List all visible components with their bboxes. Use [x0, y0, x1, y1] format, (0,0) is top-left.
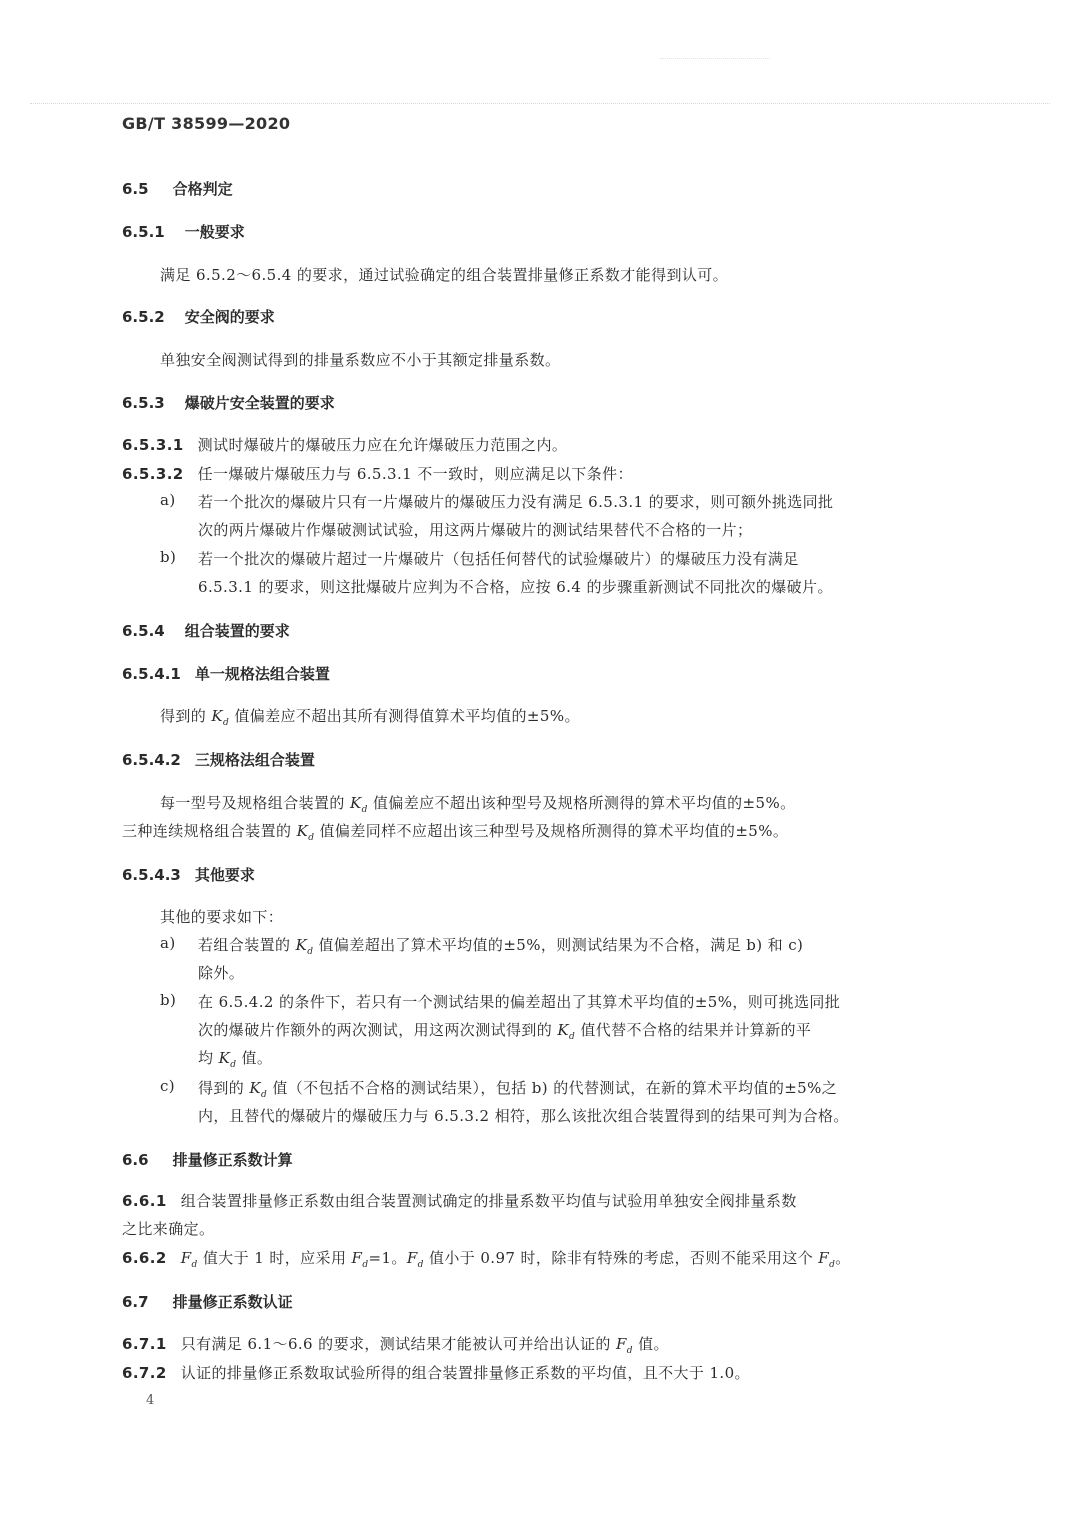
paragraph-6-5-1: 满足 6.5.2～6.5.4 的要求，通过试验确定的组合装置排量修正系数才能得到认可。: [160, 266, 729, 284]
list-item-b-line1: 在 6.5.4.2 的条件下，若只有一个测试结果的偏差超出了其算术平均值的±5%，则可挑选同批: [198, 993, 841, 1011]
symbol-k: [349, 794, 368, 815]
text-run: 得到的: [160, 707, 212, 725]
clause-number: 6.6.1: [122, 1192, 167, 1210]
list-label-a: a): [160, 491, 176, 509]
symbol-k: [218, 1049, 237, 1070]
section-title: 爆破片安全装置的要求: [184, 394, 335, 412]
heading-6-5-4-2: [122, 749, 315, 770]
section-title: 一般要求: [184, 223, 245, 241]
symbol-subscript: d: [260, 1090, 268, 1100]
list-item-c-line1: [198, 1077, 837, 1100]
symbol-subscript: d: [230, 1060, 237, 1070]
section-title: 排量修正系数计算: [172, 1151, 293, 1169]
symbol-subscript: d: [222, 718, 230, 728]
clause-number: 6.7.2: [122, 1364, 167, 1382]
symbol-k: [296, 822, 315, 843]
heading-6-6: [122, 1149, 293, 1170]
clause-number: 6.5.3.1: [122, 436, 184, 454]
list-item-c-line2: 内，且替代的爆破片的爆破压力与 6.5.3.2 相符，那么该批次组合装置得到的结果可判为合格。: [198, 1107, 849, 1125]
paragraph-6-5-4-1: [160, 705, 580, 728]
symbol-f: [615, 1335, 633, 1356]
text-run: 次的爆破片作额外的两次测试，用这两次测试得到的: [198, 1021, 558, 1039]
symbol-letter: F: [180, 1249, 192, 1267]
text-run: 值小于 0.97 时，除非有特殊的考虑，否则不能采用这个: [423, 1249, 819, 1267]
symbol-letter: F: [351, 1249, 363, 1267]
symbol-k: [557, 1021, 576, 1042]
list-item-a-line1: [198, 934, 803, 957]
clause-6-7-2: [122, 1362, 750, 1383]
heading-6-5-1: [122, 221, 245, 242]
heading-6-5-4-3: [122, 864, 255, 885]
text-run: 三种连续规格组合装置的: [122, 822, 297, 840]
list-item-b-line3: [198, 1047, 272, 1070]
symbol-k: [295, 936, 314, 957]
symbol-f: [818, 1249, 836, 1270]
text-run: 值代替不合格的结果并计算新的平: [575, 1021, 812, 1039]
list-label-b: b): [160, 548, 177, 566]
section-title: 安全阀的要求: [184, 308, 275, 326]
section-title: 排量修正系数认证: [172, 1293, 293, 1311]
symbol-subscript: d: [829, 1260, 836, 1270]
paragraph-6-5-2: 单独安全阀测试得到的排量系数应不小于其额定排量系数。: [160, 351, 561, 369]
symbol-letter: K: [218, 1049, 231, 1067]
text-run: 值偏差应不超出该种型号及规格所测得的算术平均值的±5%。: [367, 794, 796, 812]
section-title: 其他要求: [194, 866, 255, 884]
clause-text: 组合装置排量修正系数由组合装置测试确定的排量系数平均值与试验用单独安全阀排量系数: [180, 1192, 797, 1210]
section-title: 三规格法组合装置: [194, 751, 315, 769]
symbol-letter: K: [349, 794, 362, 812]
symbol-k: [211, 707, 230, 728]
list-item-b-line1: 若一个批次的爆破片超过一片爆破片（包括任何替代的试验爆破片）的爆破压力没有满足: [198, 550, 799, 568]
symbol-letter: K: [211, 707, 223, 725]
symbol-letter: K: [249, 1079, 261, 1097]
symbol-letter: F: [406, 1249, 418, 1267]
heading-6-7: [122, 1291, 293, 1312]
section-number: 6.5.2: [122, 308, 165, 326]
text-run: =1。: [368, 1249, 407, 1267]
clause-text: 测试时爆破片的爆破压力应在允许爆破压力范围之内。: [197, 436, 568, 454]
symbol-k: [249, 1079, 268, 1100]
section-number: 6.5.4: [122, 622, 165, 640]
heading-6-5-3: [122, 392, 335, 413]
text-run: 值。: [236, 1049, 273, 1067]
clause-6-6-2: [122, 1247, 851, 1270]
symbol-letter: F: [818, 1249, 830, 1267]
symbol-f: [180, 1249, 198, 1270]
section-title: 组合装置的要求: [184, 622, 290, 640]
list-item-a-line2: 除外。: [198, 964, 245, 982]
clause-text: 任一爆破片爆破压力与 6.5.3.1 不一致时，则应满足以下条件：: [197, 465, 633, 483]
symbol-letter: K: [295, 936, 308, 954]
symbol-letter: K: [557, 1021, 569, 1039]
text-run: 值偏差超出了算术平均值的±5%，则测试结果为不合格，满足 b) 和 c): [313, 936, 804, 954]
symbol-f: [406, 1249, 424, 1270]
symbol-subscript: d: [191, 1260, 198, 1270]
symbol-subscript: d: [568, 1032, 576, 1042]
header-rule: [30, 103, 1050, 104]
list-label-c: c): [160, 1077, 176, 1095]
section-number: 6.5.4.2: [122, 751, 181, 769]
clause-number: 6.7.1: [122, 1335, 167, 1353]
list-item-a-line2: 次的两片爆破片作爆破测试试验，用这两片爆破片的测试结果替代不合格的一片；: [198, 521, 753, 539]
section-number: 6.5.4.1: [122, 665, 181, 683]
text-run: 值大于 1 时，应采用: [197, 1249, 352, 1267]
symbol-subscript: d: [417, 1260, 424, 1270]
symbol-letter: F: [615, 1335, 627, 1353]
heading-6-5: [122, 178, 233, 199]
list-label-a: a): [160, 934, 176, 952]
paragraph-6-5-4-2-line1: [160, 792, 796, 815]
section-number: 6.5.1: [122, 223, 165, 241]
clause-number: 6.5.3.2: [122, 465, 184, 483]
section-number: 6.5: [122, 180, 149, 198]
clause-6-5-3-2: [122, 463, 633, 484]
page-number: 4: [146, 1393, 155, 1408]
clause-6-5-3-1: [122, 434, 567, 455]
clause-number: 6.6.2: [122, 1249, 167, 1267]
list-item-b-line2: [198, 1019, 811, 1042]
heading-6-5-4-1: [122, 663, 330, 684]
section-number: 6.5.4.3: [122, 866, 181, 884]
list-label-b: b): [160, 991, 177, 1009]
paragraph-6-5-4-2-line2: [122, 820, 788, 843]
text-run: 值（不包括不合格的测试结果），包括 b) 的代替测试，在新的算术平均值的±5%之: [267, 1079, 838, 1097]
symbol-subscript: d: [361, 805, 368, 815]
heading-6-5-2: [122, 306, 275, 327]
text-run: 值。: [632, 1335, 669, 1353]
clause-text: 认证的排量修正系数取试验所得的组合装置排量修正系数的平均值，且不大于 1.0。: [180, 1364, 750, 1382]
symbol-subscript: d: [307, 947, 314, 957]
section-title: 单一规格法组合装置: [194, 665, 330, 683]
text-run: 每一型号及规格组合装置的: [160, 794, 350, 812]
text-run: 值偏差同样不应超出该三种型号及规格所测得的算术平均值的±5%。: [314, 822, 789, 840]
clause-6-6-1-line2: 之比来确定。: [122, 1220, 215, 1238]
list-item-a-line1: 若一个批次的爆破片只有一片爆破片的爆破压力没有满足 6.5.3.1 的要求，则可额外挑选同批: [198, 493, 834, 511]
section-number: 6.7: [122, 1293, 149, 1311]
text-run: 只有满足 6.1～6.6 的要求，测试结果才能被认可并给出认证的: [180, 1335, 616, 1353]
list-item-b-line2: 6.5.3.1 的要求，则这批爆破片应判为不合格，应按 6.4 的步骤重新测试不同批次的爆破片。: [198, 578, 833, 596]
symbol-letter: K: [296, 822, 309, 840]
symbol-subscript: d: [626, 1346, 633, 1356]
symbol-f: [351, 1249, 369, 1270]
text-run: 值偏差应不超出其所有测得值算术平均值的±5%。: [229, 707, 580, 725]
text-run: 。: [835, 1249, 851, 1267]
heading-6-5-4: [122, 620, 290, 641]
section-number: 6.5.3: [122, 394, 165, 412]
text-run: 均: [198, 1049, 219, 1067]
paragraph-6-5-4-3-intro: 其他的要求如下：: [160, 908, 284, 926]
clause-6-6-1-line1: [122, 1190, 797, 1211]
top-scan-mark: [660, 58, 770, 59]
section-number: 6.6: [122, 1151, 149, 1169]
symbol-subscript: d: [308, 833, 315, 843]
text-run: 得到的: [198, 1079, 250, 1097]
standard-number: GB/T 38599—2020: [122, 114, 291, 133]
clause-6-7-1: [122, 1333, 669, 1356]
section-title: 合格判定: [172, 180, 233, 198]
text-run: 若组合装置的: [198, 936, 296, 954]
symbol-subscript: d: [362, 1260, 369, 1270]
